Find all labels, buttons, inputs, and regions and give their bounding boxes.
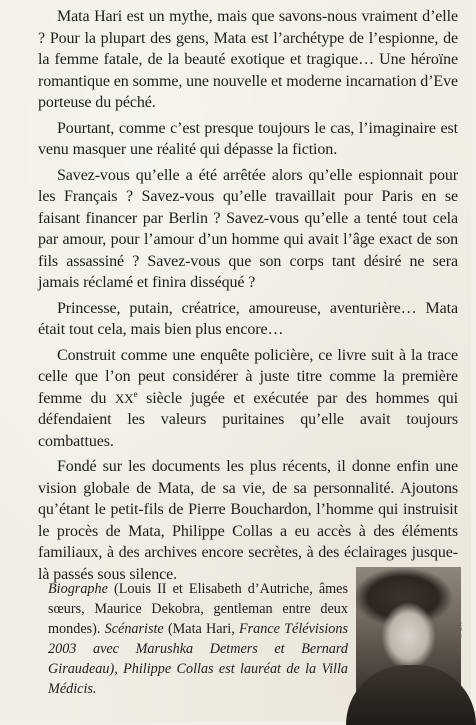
author-photo-shoulders bbox=[346, 665, 476, 725]
bio-role-biographer: Biographe bbox=[48, 581, 108, 597]
century-numeral: XX bbox=[115, 390, 134, 406]
bio-role-screenwriter: Scénariste bbox=[104, 621, 164, 637]
bio-tv-and-award: France Télévisions 2003 avec Marushka Detmers et Bernard Giraudeau), Philippe Collas est lauréat de la Villa Médicis. bbox=[48, 621, 348, 697]
paragraph-3: Savez-vous qu’elle a été arrêtée alors qu’elle espionnait pour les Français ? Savez-vous qu’elle travaillait pour Paris en se faisant financer par Berlin ? Savez-vous qu’elle a tenté tout cela par amour, pour l’amour d’un homme qui avait l’âge exact de son fils assassiné ? Savez-vous que son corps tant désiré ne sera jamais réclamé et finira disséqué ? bbox=[38, 166, 458, 291]
paragraph-2: Pourtant, comme c’est presque toujours le cas, l’imaginaire est venu masquer une réalité qui dépasse la fiction. bbox=[38, 119, 458, 158]
paragraph-5-start: Construit comme une enquête policière, ce livre suit à la trace celle que l’on peut considérer à juste titre comme la première femme du bbox=[38, 346, 458, 407]
blurb-text bbox=[38, 6, 458, 589]
photo-credit: © DR bbox=[457, 622, 465, 639]
century-suffix: e bbox=[133, 388, 138, 399]
paragraph-1: Mata Hari est un mythe, mais que savons-nous vraiment d’elle ? Pour la plupart des gens, Mata est l’archétype de l’espionne, de la femme fatale, de la beauté exotique et tragique… Une héroïne romantique en somme, une nouvelle et moderne incarnation d’Eve porteuse du péché. bbox=[38, 8, 458, 111]
paragraph-5 bbox=[38, 345, 458, 453]
paragraph-4: Princesse, putain, créatrice, amoureuse, aventurière… Mata était tout cela, mais bien plus encore… bbox=[38, 299, 458, 338]
paragraph-6: Fondé sur les documents les plus récents, il donne enfin une vision globale de Mata, de sa vie, de sa personnalité. Ajoutons qu’étant le petit-fils de Pierre Bouchardon, l’homme qui instruisit le procès de Mata, Philippe Collas a eu accès à des éléments familiaux, à des archives encore secrètes, à des éclairages jusque-là passés sous silence. bbox=[38, 458, 458, 583]
paragraph-5-end: siècle jugée et exécutée par des hommes qui défendaient les valeurs puritaines qu’elle avait toujours combattues. bbox=[38, 389, 459, 450]
author-photo bbox=[356, 567, 465, 705]
bio-works-biographies: (Louis II et Elisabeth d’Autriche, âmes sœurs, Maurice Dekobra, gentleman entre deux mondes). bbox=[48, 581, 348, 637]
bio-works-screenplay: (Mata Hari, bbox=[163, 621, 239, 637]
author-bio bbox=[48, 579, 348, 699]
